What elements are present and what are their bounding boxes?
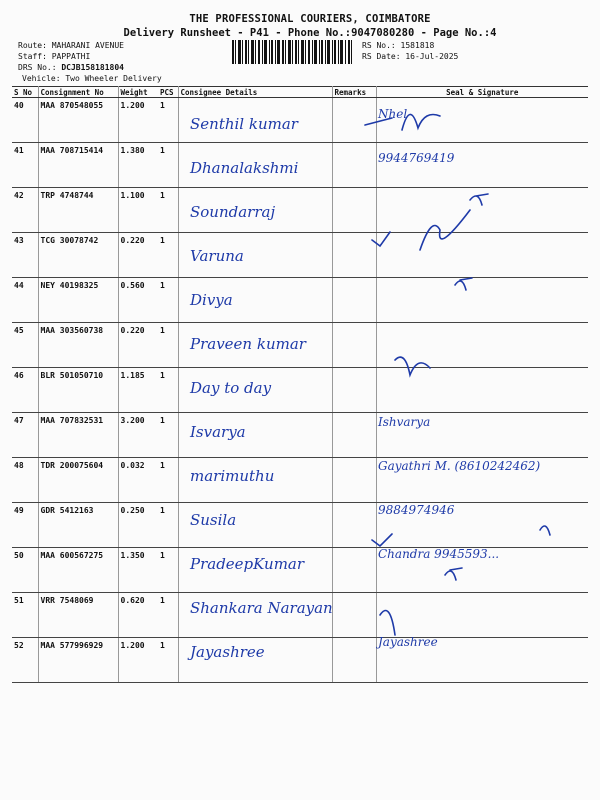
route-value: MAHARANI AVENUE <box>51 41 124 50</box>
handwritten-consignee: Jayashree <box>190 643 265 661</box>
handwritten-signature-note: Nhel <box>378 107 408 121</box>
row-weight: 0.220 <box>118 233 158 278</box>
row-weight: 1.380 <box>118 143 158 188</box>
row-consignment-no: MAA 303560738 <box>38 323 118 368</box>
row-consignment-no: TRP 4748744 <box>38 188 118 233</box>
staff-value: PAPPATHI <box>51 52 91 61</box>
row-sno: 41 <box>12 143 38 188</box>
drs-value: DCJB158181804 <box>61 63 124 72</box>
row-pcs: 1 <box>158 323 178 368</box>
drs-label: DRS No.: <box>18 63 57 72</box>
row-sno: 40 <box>12 98 38 143</box>
row-pcs: 1 <box>158 233 178 278</box>
row-weight: 1.200 <box>118 98 158 143</box>
row-sno: 42 <box>12 188 38 233</box>
col-weight: Weight <box>118 87 158 98</box>
row-pcs: 1 <box>158 413 178 458</box>
row-weight: 0.032 <box>118 458 158 503</box>
row-pcs: 1 <box>158 638 178 683</box>
col-sno: S No <box>12 87 38 98</box>
signature-scribble <box>365 114 440 130</box>
row-weight: 1.200 <box>118 638 158 683</box>
signature-scribble <box>540 526 550 535</box>
col-seal-signature: Seal & Signature <box>376 87 588 98</box>
row-consignment-no: MAA 577996929 <box>38 638 118 683</box>
row-pcs: 1 <box>158 458 178 503</box>
signature-scribble <box>395 357 430 375</box>
staff-label: Staff: <box>18 52 47 61</box>
row-weight: 0.220 <box>118 323 158 368</box>
handwritten-signature-note: Ishvarya <box>378 415 431 429</box>
row-consignment-no: MAA 707832531 <box>38 413 118 458</box>
vehicle-value: Two Wheeler Delivery <box>65 74 162 83</box>
row-pcs: 1 <box>158 368 178 413</box>
row-pcs: 1 <box>158 593 178 638</box>
signature-scribble <box>372 534 392 546</box>
row-sno: 44 <box>12 278 38 323</box>
row-sno: 49 <box>12 503 38 548</box>
row-consignment-no: BLR 501050710 <box>38 368 118 413</box>
vehicle-label: Vehicle: <box>22 74 61 83</box>
handwritten-consignee: Praveen kumar <box>190 335 306 353</box>
handwritten-signature-note: Chandra 9945593... <box>378 547 500 561</box>
row-weight: 1.100 <box>118 188 158 233</box>
row-consignment-no: MAA 708715414 <box>38 143 118 188</box>
runsheet-subtitle: Delivery Runsheet - P41 - Phone No.:9047080280 - Page No.:4 <box>123 27 497 39</box>
handwritten-consignee: Varuna <box>190 247 244 265</box>
col-consignee: Consignee Details <box>178 87 332 98</box>
handwritten-consignee: marimuthu <box>190 467 275 485</box>
handwritten-signature-note: 9944769419 <box>378 151 455 165</box>
row-consignment-no: TCG 30078742 <box>38 233 118 278</box>
col-remarks: Remarks <box>332 87 376 98</box>
signature-scribble <box>380 611 395 636</box>
row-consignment-no: MAA 600567275 <box>38 548 118 593</box>
row-sno: 43 <box>12 233 38 278</box>
handwritten-consignee: Divya <box>190 291 233 309</box>
row-consignment-no: VRR 7548069 <box>38 593 118 638</box>
row-sno: 51 <box>12 593 38 638</box>
row-weight: 0.250 <box>118 503 158 548</box>
row-weight: 1.350 <box>118 548 158 593</box>
signature-scribble <box>372 210 470 250</box>
row-sno: 52 <box>12 638 38 683</box>
handwritten-consignee: Susila <box>190 511 237 529</box>
row-pcs: 1 <box>158 98 178 143</box>
row-pcs: 1 <box>158 548 178 593</box>
col-consignment: Consignment No <box>38 87 118 98</box>
row-consignment-no: GDR 5412163 <box>38 503 118 548</box>
handwritten-consignee: Shankara Narayan <box>190 599 333 617</box>
rs-no-value: 1581818 <box>400 41 435 50</box>
handwritten-consignee: Dhanalakshmi <box>190 159 299 177</box>
row-weight: 0.620 <box>118 593 158 638</box>
rs-no-label: RS No.: <box>362 41 396 50</box>
row-weight: 0.560 <box>118 278 158 323</box>
row-pcs: 1 <box>158 143 178 188</box>
row-pcs: 1 <box>158 278 178 323</box>
row-consignment-no: TDR 200075604 <box>38 458 118 503</box>
handwritten-signature-note: Jayashree <box>378 635 438 649</box>
row-consignment-no: NEY 40198325 <box>38 278 118 323</box>
col-pcs: PCS <box>158 87 178 98</box>
row-sno: 50 <box>12 548 38 593</box>
row-consignment-no: MAA 870548055 <box>38 98 118 143</box>
row-sno: 45 <box>12 323 38 368</box>
handwritten-consignee: PradeepKumar <box>190 555 305 573</box>
row-pcs: 1 <box>158 188 178 233</box>
handwritten-consignee: Soundarraj <box>190 203 276 221</box>
signature-scribble <box>455 278 472 290</box>
row-weight: 3.200 <box>118 413 158 458</box>
company-title: THE PROFESSIONAL COURIERS, COIMBATORE <box>189 13 431 25</box>
handwritten-consignee: Senthil kumar <box>190 115 298 133</box>
signature-scribble <box>445 568 462 580</box>
row-sno: 47 <box>12 413 38 458</box>
row-pcs: 1 <box>158 503 178 548</box>
handwritten-signature-note: Gayathri M. (8610242462) <box>378 459 541 473</box>
handwritten-consignee: Isvarya <box>190 423 246 441</box>
signature-scribble <box>470 194 488 205</box>
handwritten-signature-note: 9884974946 <box>378 503 455 517</box>
rs-date-label: RS Date: <box>362 52 401 61</box>
row-weight: 1.185 <box>118 368 158 413</box>
handwritten-consignee: Day to day <box>190 379 272 397</box>
row-sno: 48 <box>12 458 38 503</box>
row-sno: 46 <box>12 368 38 413</box>
route-label: Route: <box>18 41 47 50</box>
rs-date-value: 16-Jul-2025 <box>405 52 459 61</box>
